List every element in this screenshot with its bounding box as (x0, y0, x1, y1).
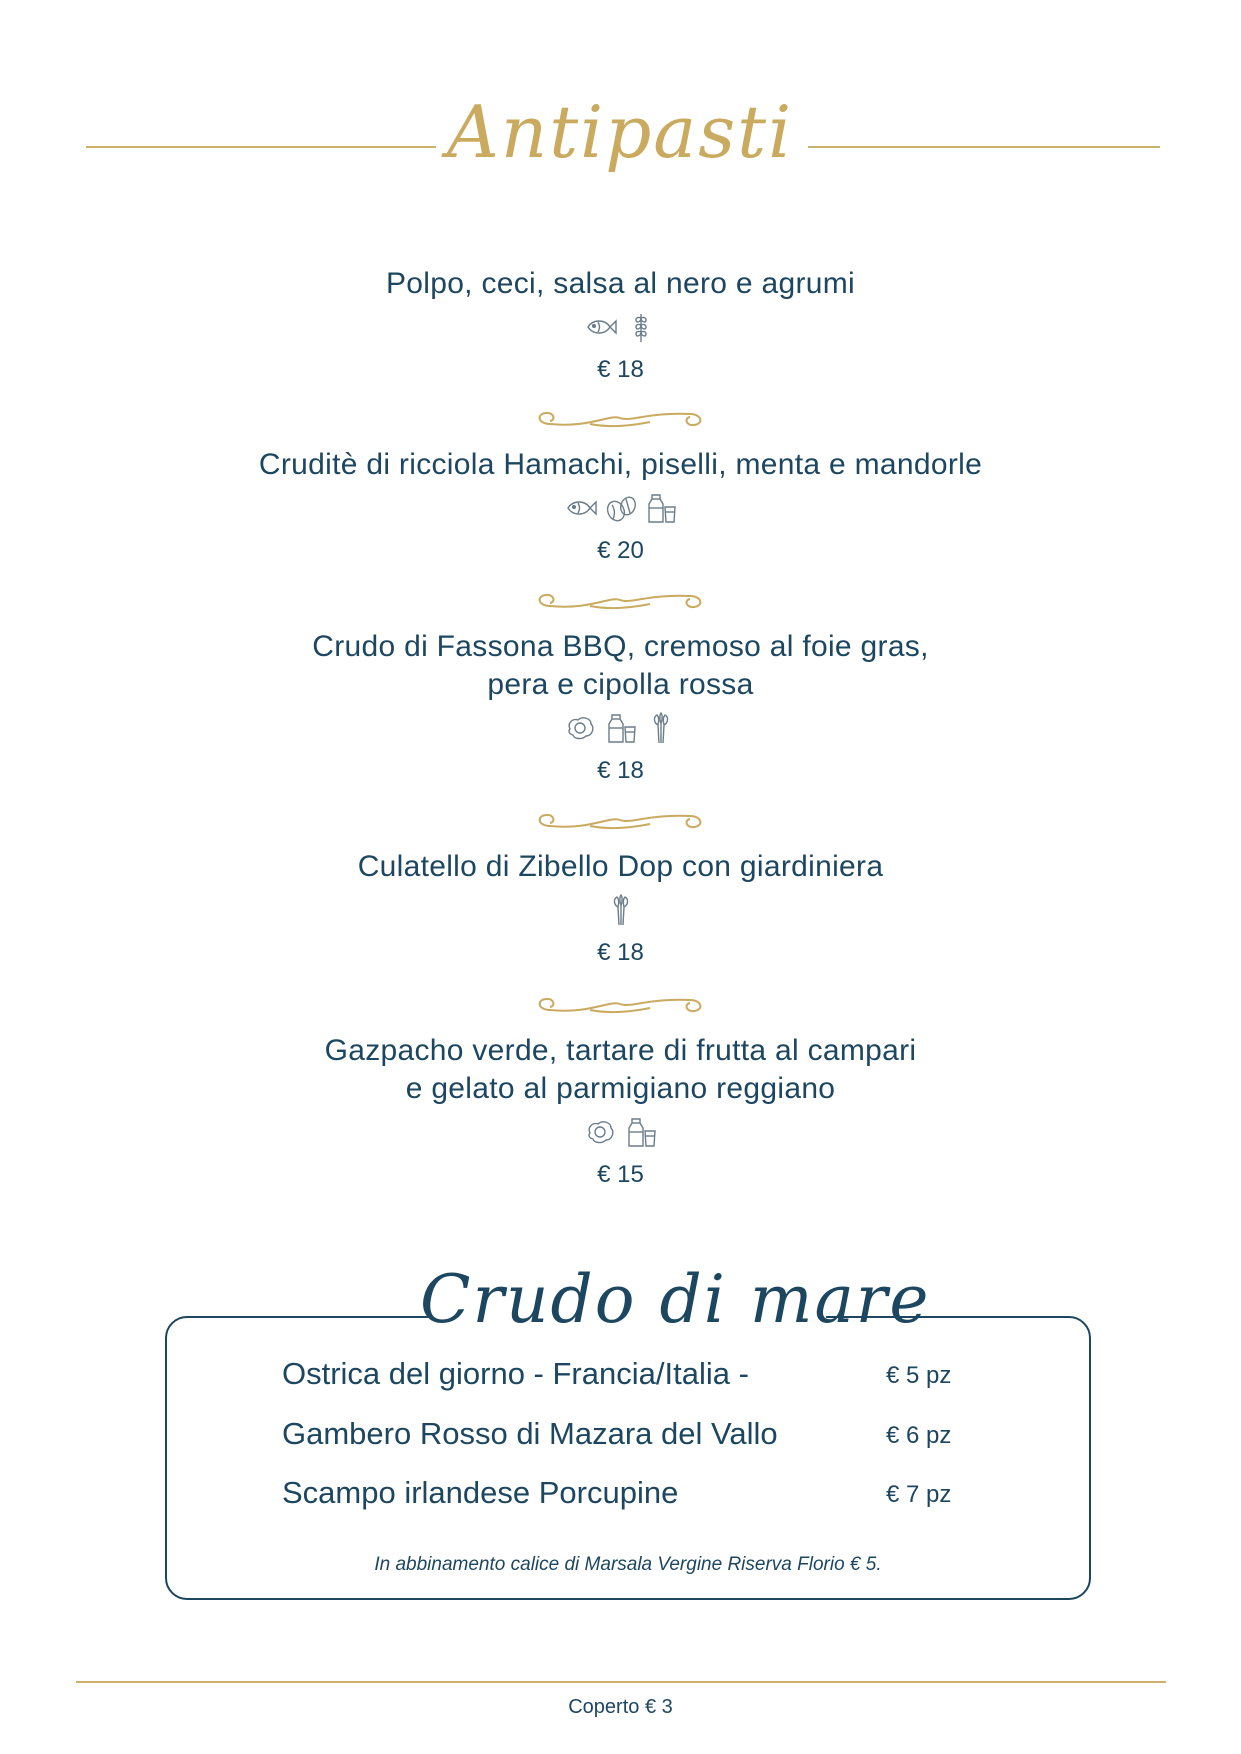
dish-price: € 18 (597, 356, 644, 383)
celery-icon (644, 711, 678, 750)
milk-icon (624, 1115, 658, 1154)
dish-name-line2: e gelato al parmigiano reggiano (405, 1072, 836, 1105)
dish-name: Gazpacho verde, tartare di frutta al campari (324, 1034, 917, 1067)
dish-item (0, 848, 1241, 968)
fish-icon (564, 491, 598, 530)
crudo-item-name: Ostrica del giorno - Francia/Italia - (282, 1356, 749, 1391)
crudo-item (282, 1473, 962, 1513)
crudo-item (282, 1354, 962, 1394)
dish-price: € 15 (597, 1161, 644, 1188)
allergen-icons (0, 311, 1241, 347)
section-title-crudo-di-mare: Crudo di mare (420, 1261, 931, 1338)
footer-rule (76, 1681, 1166, 1683)
nuts-icon (604, 491, 638, 530)
crudo-item-price: € 7 pz (886, 1481, 952, 1508)
dish-item (0, 1032, 1241, 1190)
egg-icon (564, 711, 598, 750)
milk-icon (604, 711, 638, 750)
allergen-icons (0, 894, 1241, 930)
dish-name: Polpo, ceci, salsa al nero e agrumi (385, 267, 856, 300)
celery-icon (604, 893, 638, 932)
milk-icon (644, 491, 678, 530)
wheat-icon (624, 310, 658, 349)
dish-price: € 18 (597, 939, 644, 966)
section-title-antipasti: Antipasti (446, 90, 794, 174)
dish-item (0, 628, 1241, 786)
dish-item (0, 446, 1241, 566)
dish-item (0, 265, 1241, 385)
allergen-icons (0, 712, 1241, 748)
dish-name-line2: pera e cipolla rossa (487, 668, 754, 701)
egg-icon (584, 1115, 618, 1154)
crudo-item-price: € 5 pz (886, 1362, 952, 1389)
dish-name: Culatello di Zibello Dop con giardiniera (357, 850, 884, 883)
flourish-divider (530, 586, 710, 616)
dish-name: Cruditè di ricciola Hamachi, piselli, menta e mandorle (258, 448, 983, 481)
coperto-text: Coperto € 3 (568, 1696, 673, 1718)
fish-icon (584, 310, 618, 349)
allergen-icons (0, 1116, 1241, 1152)
dish-price: € 18 (597, 757, 644, 784)
pairing-note: In abbinamento calice di Marsala Vergine Riserva Florio € 5. (374, 1554, 882, 1575)
header-rule-right (808, 146, 1160, 148)
header-rule-left (86, 146, 436, 148)
flourish-divider (530, 990, 710, 1020)
flourish-divider (530, 806, 710, 836)
crudo-item-price: € 6 pz (886, 1422, 952, 1449)
crudo-item-name: Gambero Rosso di Mazara del Vallo (282, 1416, 778, 1451)
allergen-icons (0, 492, 1241, 528)
crudo-item (282, 1414, 962, 1454)
dish-name: Crudo di Fassona BBQ, cremoso al foie gras, (312, 630, 929, 663)
dish-price: € 20 (597, 537, 644, 564)
flourish-divider (530, 404, 710, 434)
crudo-item-name: Scampo irlandese Porcupine (282, 1475, 679, 1510)
